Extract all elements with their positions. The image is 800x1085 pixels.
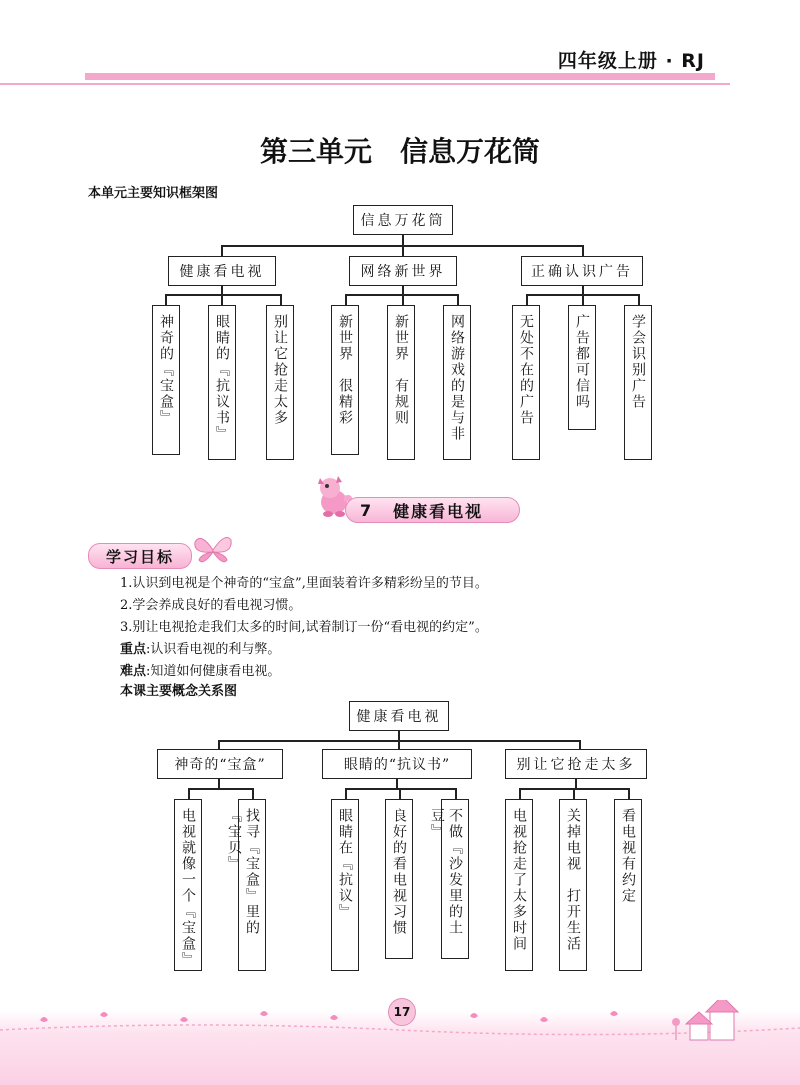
concept-leaf-1-1: 电视就像一个『宝盒』	[174, 799, 202, 971]
goals-tag: 学习目标	[88, 543, 192, 569]
difficulty-label: 难点	[120, 664, 147, 679]
page-number: 17	[388, 998, 416, 1026]
unit-title: 第三单元 信息万花筒	[259, 135, 540, 168]
key-point-text: :认识看电视的利与弊。	[146, 642, 281, 657]
key-point-label: 重点	[120, 642, 147, 657]
concept-branch-2: 眼睛的“抗议书”	[322, 749, 472, 779]
difficulty-text: :知道如何健康看电视。	[146, 664, 281, 679]
concept-label: 本课主要概念关系图	[120, 684, 238, 699]
concept-leaf-2-3: 不做『沙发里的土豆』	[441, 799, 469, 959]
concept-leaf-1-2: 找寻『宝盒』里的『宝贝』	[238, 799, 266, 971]
framework-branch-3: 正确认识广告	[521, 256, 643, 286]
framework-leaf-1-3: 别让它抢走太多	[266, 305, 294, 460]
framework-leaf-2-2: 新世界 有规则	[387, 305, 415, 460]
header-rule	[0, 83, 730, 85]
lesson-banner	[345, 497, 520, 523]
framework-leaf-3-2: 广告都可信吗	[568, 305, 596, 430]
framework-leaf-3-3: 学会识别广告	[624, 305, 652, 460]
lesson-number: 7	[360, 500, 372, 520]
header-bar	[85, 73, 715, 80]
concept-leaf-3-3: 看电视有约定	[614, 799, 642, 971]
concept-branch-3: 别让它抢走太多	[505, 749, 647, 779]
concept-root: 健康看电视	[349, 701, 449, 731]
goal-item-3: 3.别让电视抢走我们太多的时间,试着制订一份“看电视的约定”。	[120, 620, 488, 635]
framework-leaf-1-1: 神奇的『宝盒』	[152, 305, 180, 455]
framework-label: 本单元主要知识框架图	[88, 186, 219, 201]
framework-leaf-1-2: 眼睛的『抗议书』	[208, 305, 236, 460]
key-point	[120, 638, 280, 657]
concept-leaf-2-1: 眼睛在『抗议』	[331, 799, 359, 971]
framework-root: 信息万花筒	[353, 205, 453, 235]
concept-leaf-3-1: 电视抢走了太多时间	[505, 799, 533, 971]
framework-branch-2: 网络新世界	[349, 256, 457, 286]
goal-item-1: 1.认识到电视是个神奇的“宝盒”,里面装着许多精彩纷呈的节目。	[120, 576, 488, 591]
lesson-title: 健康看电视	[393, 501, 484, 521]
grade-label: 四年级上册 · RJ	[557, 50, 705, 72]
goal-item-2: 2.学会养成良好的看电视习惯。	[120, 598, 302, 613]
concept-branch-1: 神奇的“宝盒”	[157, 749, 283, 779]
butterfly-icon	[193, 532, 233, 568]
framework-leaf-2-3: 网络游戏的是与非	[443, 305, 471, 460]
difficulty-point	[120, 660, 280, 679]
concept-leaf-3-2: 关掉电视 打开生活	[559, 799, 587, 971]
concept-leaf-2-2: 良好的看电视习惯	[385, 799, 413, 959]
framework-branch-1: 健康看电视	[168, 256, 276, 286]
framework-leaf-2-1: 新世界 很精彩	[331, 305, 359, 455]
framework-leaf-3-1: 无处不在的广告	[512, 305, 540, 460]
